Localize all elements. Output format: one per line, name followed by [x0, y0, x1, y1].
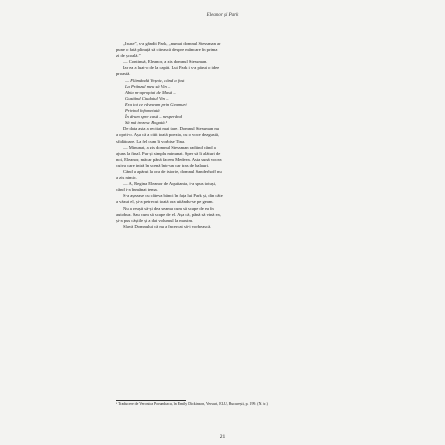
text-line: a oprit-o. Așa că a citit toată poezia, cu o voce dezgustă,	[116, 132, 220, 138]
footnote: ¹ Traducere de Veronica Porumbacu, în Emily Dickinson, Versuri, ELU, București, p. 199. (N. tr.)	[116, 402, 268, 406]
text-line: „Isuse”, s-a gândit Park, „numai domnul Stessman ar	[123, 41, 221, 46]
poem-line: Privind înfometată	[125, 108, 160, 114]
text-line: — Continuă, Eleanor, a zis domnul Stessman.	[123, 59, 208, 65]
text-line: ajuns la final. Pur și simplu minunat. Sper să îi alături de	[116, 150, 221, 156]
text-line: a zis nimic.	[116, 175, 138, 181]
poem-line: În drum spre casă – nesperând	[125, 114, 182, 120]
text-line: Slavă Domnului că nu a încercat să-i vorbească.	[123, 223, 212, 229]
text-line: Iar ea a luat-o de la capăt. Lui Park i s-a părut o idee	[123, 65, 220, 71]
text-line: proastă.	[116, 71, 131, 77]
text-line: când i-a înmânat tema.	[116, 187, 158, 193]
text-line: și-a pus căștile și a dat volumul la maxim.	[116, 217, 194, 223]
poem-line: Gustând Ciudatul Vin –	[125, 95, 169, 101]
page-number: 21	[219, 434, 226, 440]
poem-line: Să mă trezesc Bogată.¹	[125, 120, 168, 126]
text-line: noi, Eleanor, măcar până facem Medeea. Asta sună vocea	[116, 156, 222, 162]
text-line: S-a așezase cu câteva bănci în fața lui Park și, din câte	[123, 193, 223, 199]
text-line: sfidătoare. La fel cum îi vorbise Tina.	[116, 138, 186, 144]
text-line: Nu a reușit să-și dea seama cum să scape de ea în	[123, 205, 214, 211]
running-header: Eleanor și Park	[206, 13, 239, 18]
text-line: cuiva care intră în scenă într-un car tras de balauri.	[116, 162, 210, 168]
poem-line: Era tot ce râvneam prin Geamuri	[125, 101, 187, 107]
text-line: zi de școală.”	[116, 53, 141, 59]
text-line: — Minunat, a zis domnul Stessman radiind când a	[123, 144, 216, 150]
text-line: — A, Regina Eleanor de Aquitania, i-a spus totuși,	[123, 181, 217, 187]
text-line: De data asta a recitat mai tare. Domnul Stessman nu	[123, 126, 219, 132]
text-line: autobuz. Sau cum să scape de el. Așa că, până să vină ea,	[116, 211, 221, 217]
poem-line: La Prânzul meu să Vin –	[125, 83, 171, 89]
poem-line: — Flămândă Veșnic, când a fost	[125, 77, 185, 83]
footnote-rule	[116, 400, 186, 401]
text-line: Când a apărut la ora de istorie, domnul Sanderhoff nu	[123, 168, 222, 174]
body-text	[116, 41, 330, 230]
text-line: pune o fată plinuță să citească despre mâncare în prima	[116, 47, 218, 53]
text-line: a văzut el, și-a petrecut toată ora uitându-se pe geam.	[116, 199, 214, 205]
poem-line: Abia m-apropiai de Masă –	[125, 89, 176, 95]
